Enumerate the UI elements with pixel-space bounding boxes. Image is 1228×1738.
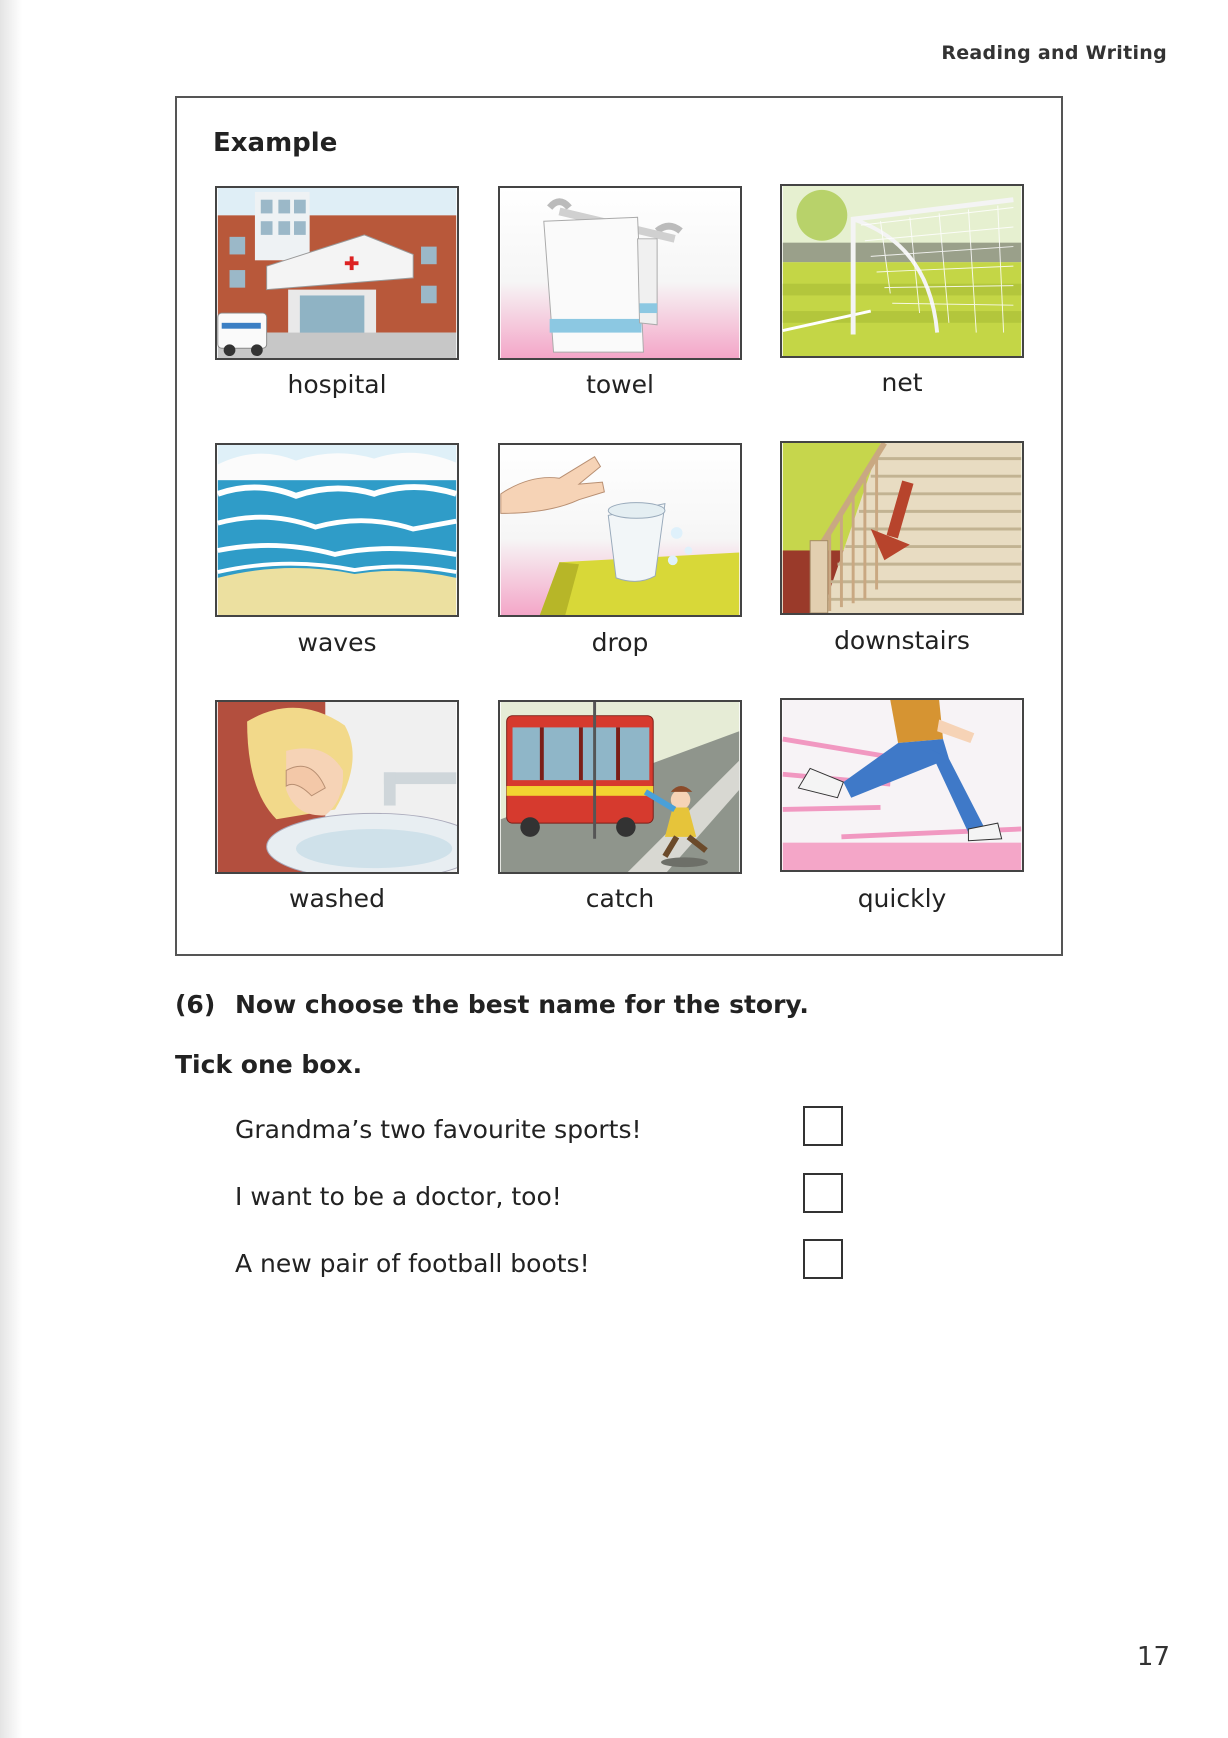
question-text: Now choose the best name for the story. (235, 990, 809, 1019)
page-number: 17 (1136, 1642, 1170, 1672)
question-number: (6) (175, 990, 216, 1019)
instruction: Tick one box. (175, 1050, 363, 1079)
catch-picture (498, 700, 742, 874)
net-picture (780, 184, 1024, 358)
towel-icon (500, 188, 740, 358)
page-spine-shadow (0, 0, 22, 1738)
hospital-icon (217, 188, 457, 358)
waves-picture (215, 443, 459, 617)
word-label: waves (297, 628, 377, 657)
option-label-1: Grandma’s two favourite sports! (235, 1115, 642, 1144)
drop-picture (498, 443, 742, 617)
washed-picture (215, 700, 459, 874)
question-six (175, 990, 809, 1019)
word-label: hospital (287, 370, 387, 399)
football-net-icon (782, 186, 1022, 356)
example-box (175, 96, 1063, 956)
stairs-icon (782, 443, 1022, 613)
word-label: downstairs (834, 626, 970, 655)
word-label: washed (289, 884, 385, 913)
bus-catch-icon (500, 702, 740, 872)
dropped-glass-icon (500, 445, 740, 615)
word-label: drop (591, 628, 649, 657)
tick-box-option-1[interactable] (803, 1106, 843, 1146)
running-icon (782, 700, 1022, 870)
waves-icon (217, 445, 457, 615)
downstairs-picture (780, 441, 1024, 615)
word-label: net (881, 368, 923, 397)
tick-box-option-2[interactable] (803, 1173, 843, 1213)
face-washing-icon (217, 702, 457, 872)
towel-picture (498, 186, 742, 360)
option-label-3: A new pair of football boots! (235, 1249, 590, 1278)
quickly-picture (780, 698, 1024, 872)
section-header: Reading and Writing (941, 42, 1167, 64)
hospital-picture (215, 186, 459, 360)
word-label: catch (585, 884, 655, 913)
example-title: Example (213, 128, 338, 158)
word-label: towel (586, 370, 654, 399)
option-label-2: I want to be a doctor, too! (235, 1182, 562, 1211)
word-label: quickly (857, 884, 947, 913)
tick-box-option-3[interactable] (803, 1239, 843, 1279)
